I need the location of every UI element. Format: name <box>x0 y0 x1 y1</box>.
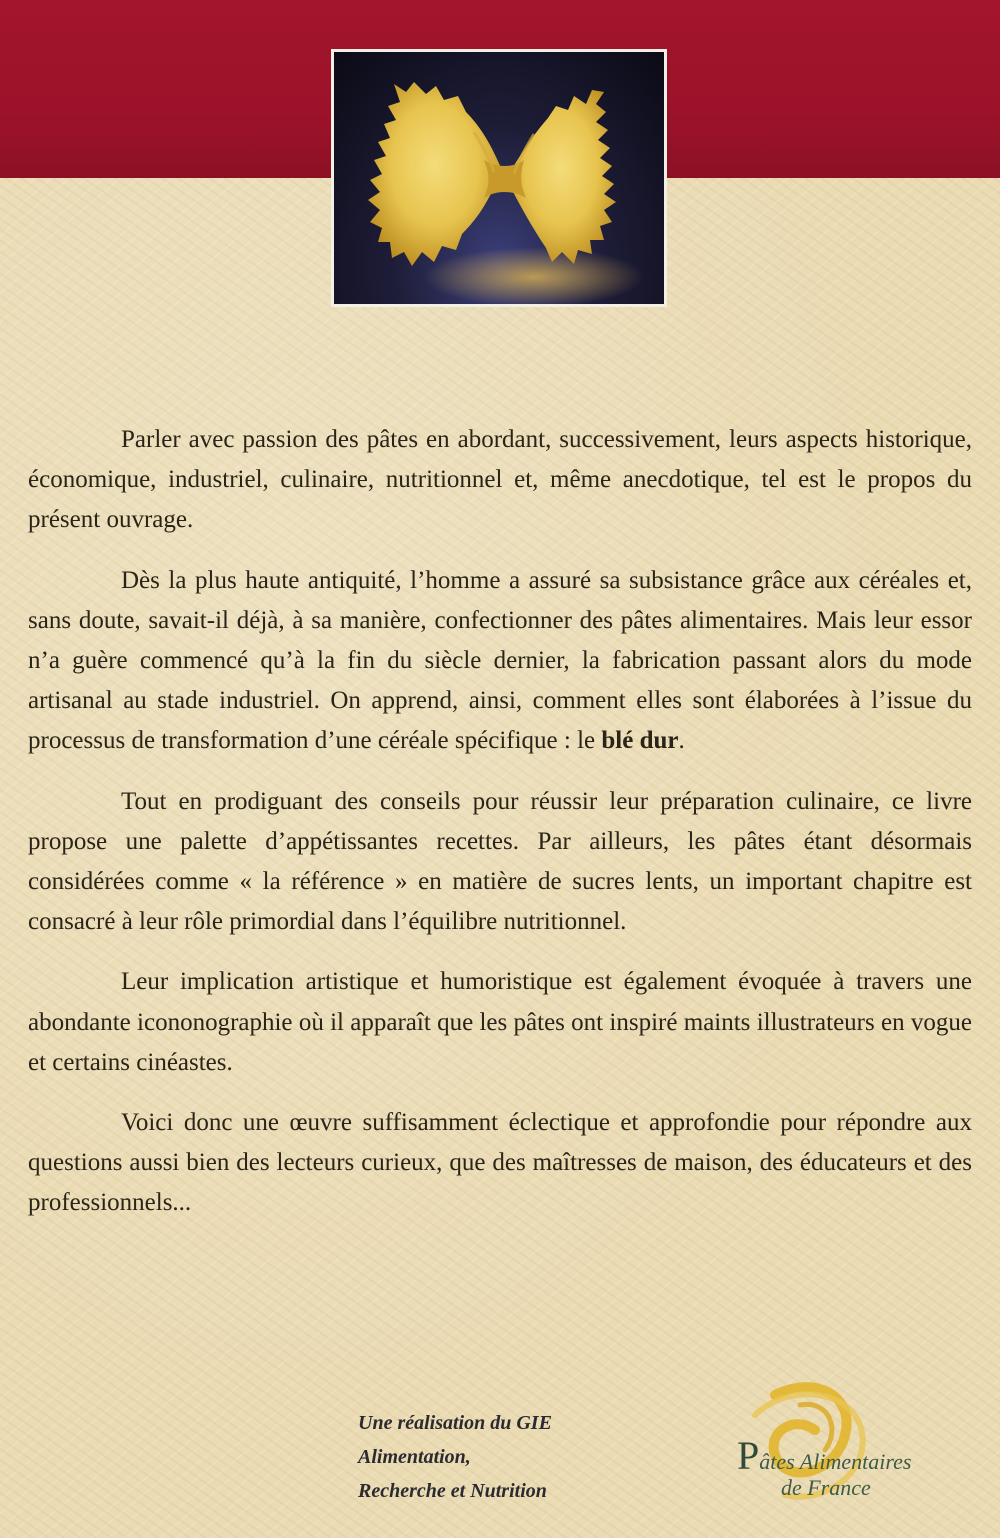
paragraph-2-end: . <box>678 727 685 755</box>
farfalle-pasta-icon <box>334 52 664 304</box>
paragraph-2-emphasis: blé dur <box>601 727 679 755</box>
credit-line-1: Une réalisation du GIE <box>358 1412 552 1434</box>
paragraph-2-text: Dès la plus haute antiquité, l’homme a assuré sa subsistance grâce aux céréales et, sans doute, savait-il déjà, à sa manière, confectionner des pâtes alimentaires. Mais leur essor n’a guère commencé qu’à la fin du siècle dernier, la fabrication passant alors du mode artisanal au stade industriel. On apprend, ainsi, comment elles sont élaborées à l’issue du processus de transformation d’une céréale spécifique : le <box>28 566 972 755</box>
paragraph-5: Voici donc une œuvre suffisamment éclectique et approfondie pour répondre aux questions aussi bien des lecteurs curieux, que des maîtresses de maison, des éducateurs et des professionnels... <box>28 1109 972 1217</box>
logo-wordmark <box>737 1433 912 1501</box>
back-cover-text <box>28 420 972 1244</box>
paragraph-3: Tout en prodiguant des conseils pour réussir leur préparation culinaire, ce livre propose une palette d’appétissantes recettes. Par ailleurs, les pâtes étant désormais considérées comme « la référence » en matière de sucres lents, un important chapitre est consacré à leur rôle primordial dans l’équilibre nutritionnel. <box>28 787 972 936</box>
credit-line-3: Recherche et Nutrition <box>358 1480 547 1502</box>
paragraph-2 <box>28 561 972 762</box>
publisher-credit <box>358 1406 552 1508</box>
publisher-logo <box>715 1375 990 1515</box>
paragraph-1: Parler avec passion des pâtes en abordant, successivement, leurs aspects historique, économique, industriel, culinaire, nutritionnel et, même anecdotique, tel est le propos du présent ouvrage. <box>28 426 972 534</box>
cover-photo <box>331 49 667 307</box>
logo-line-1: âtes Alimentaires <box>759 1449 912 1474</box>
logo-initial: P <box>737 1433 760 1478</box>
credit-line-2: Alimentation, <box>358 1446 471 1468</box>
paragraph-4: Leur implication artistique et humoristique est également évoquée à travers une abondante icononographie où il apparaît que les pâtes ont inspiré maints illustrateurs en vogue et certains cinéastes. <box>28 968 972 1076</box>
logo-line-2: de France <box>781 1475 871 1500</box>
